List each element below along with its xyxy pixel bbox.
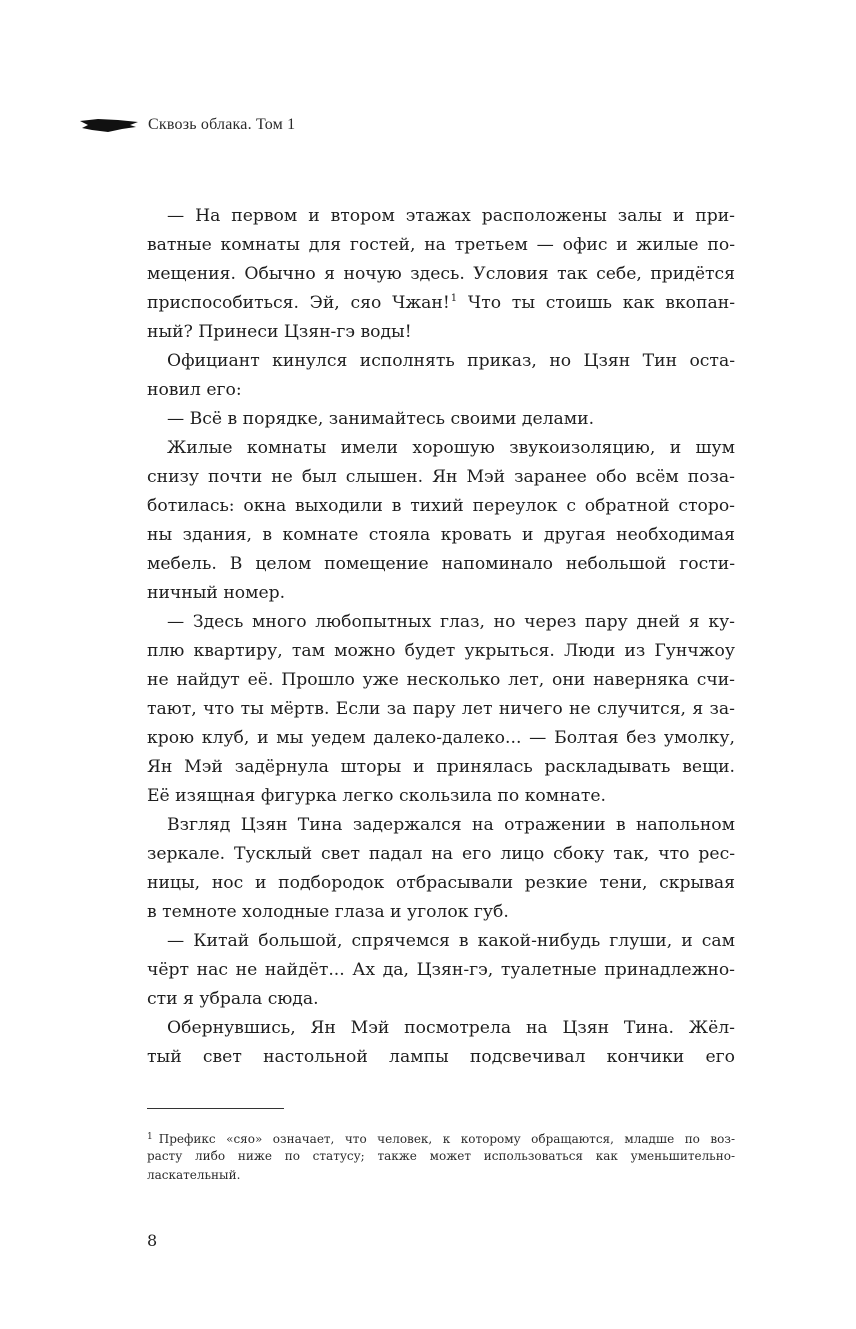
text-line: новил его: bbox=[147, 380, 242, 400]
text-line: Официант кинулся исполнять приказ, но Цзян Тин оста- bbox=[167, 351, 735, 371]
text-line-with-footnote bbox=[147, 289, 735, 318]
page-number: 8 bbox=[147, 1231, 158, 1250]
text-line: снизу почти не был слышен. Ян Мэй заранее обо всём поза- bbox=[147, 467, 735, 487]
text-line: ничный номер. bbox=[147, 583, 286, 603]
text-line: тый свет настольной лампы подсвечивал кончики его bbox=[147, 1047, 735, 1067]
footnote-divider bbox=[147, 1108, 284, 1109]
text-line: чёрт нас не найдёт... Ах да, Цзян-гэ, туалетные принадлежно- bbox=[147, 960, 735, 980]
text-line: не найдут её. Прошло уже несколько лет, они наверняка счи- bbox=[147, 670, 735, 690]
text-line: крою клуб, и мы уедем далеко-далеко... — Болтая без умолку, bbox=[147, 728, 735, 748]
text-line: ботилась: окна выходили в тихий переулок с обратной сторо- bbox=[147, 496, 735, 516]
running-head bbox=[78, 115, 295, 135]
footnote bbox=[147, 1128, 735, 1185]
text-line: — Всё в порядке, занимайтесь своими делами. bbox=[167, 409, 595, 429]
text-line: мещения. Обычно я ночую здесь. Условия так себе, придётся bbox=[147, 264, 735, 284]
text-line: Жилые комнаты имели хорошую звукоизоляцию, и шум bbox=[167, 438, 735, 458]
footnote-line bbox=[147, 1128, 735, 1147]
text-line: — Китай большой, спрячемся в какой-нибудь глуши, и сам bbox=[167, 931, 735, 951]
text-line: плю квартиру, там можно будет укрыться. Люди из Гунчжоу bbox=[147, 641, 735, 661]
text-line: ватные комнаты для гостей, на третьем — офис и жилые по- bbox=[147, 235, 735, 255]
text-line: сти я убрала сюда. bbox=[147, 989, 319, 1009]
brush-stroke-icon bbox=[78, 116, 140, 134]
text-line: ны здания, в комнате стояла кровать и другая необходимая bbox=[147, 525, 735, 545]
text-line: Ян Мэй задёрнула шторы и принялась раскладывать вещи. bbox=[147, 757, 735, 777]
footnote-marker: 1 bbox=[147, 1132, 153, 1142]
text-line: ницы, нос и подбородок отбрасывали резкие тени, скрывая bbox=[147, 873, 735, 893]
text-line: зеркале. Тусклый свет падал на его лицо сбоку так, что рес- bbox=[147, 844, 735, 864]
text-segment: приспособиться. Эй, сяо Чжан! bbox=[147, 293, 450, 313]
text-line: тают, что ты мёртв. Если за пару лет ничего не случится, я за- bbox=[147, 699, 735, 719]
text-line: — Здесь много любопытных глаз, но через пару дней я ку- bbox=[167, 612, 735, 632]
text-line: мебель. В целом помещение напоминало небольшой гости- bbox=[147, 554, 735, 574]
text-line: в темноте холодные глаза и уголок губ. bbox=[147, 902, 509, 922]
text-line: Её изящная фигурка легко скользила по комнате. bbox=[147, 786, 606, 806]
text-line: Взгляд Цзян Тина задержался на отражении в напольном bbox=[167, 815, 735, 835]
text-segment: Что ты стоишь как вкопан- bbox=[457, 293, 735, 313]
text-line: Обернувшись, Ян Мэй посмотрела на Цзян Тина. Жёл- bbox=[167, 1018, 735, 1038]
text-line: ный? Принеси Цзян-гэ воды! bbox=[147, 322, 412, 342]
running-head-title: Сквозь облака. Том 1 bbox=[148, 116, 296, 133]
footnote-text: Префикс «сяо» означает, что человек, к которому обращаются, младше по воз- bbox=[158, 1132, 735, 1146]
body-text bbox=[147, 202, 735, 1072]
footnote-line: ласкательный. bbox=[147, 1168, 241, 1182]
text-line: — На первом и втором этажах расположены залы и при- bbox=[167, 206, 735, 226]
footnote-line: расту либо ниже по статусу; также может использоваться как уменьшительно- bbox=[147, 1149, 735, 1163]
footnote-reference[interactable]: 1 bbox=[450, 293, 458, 304]
